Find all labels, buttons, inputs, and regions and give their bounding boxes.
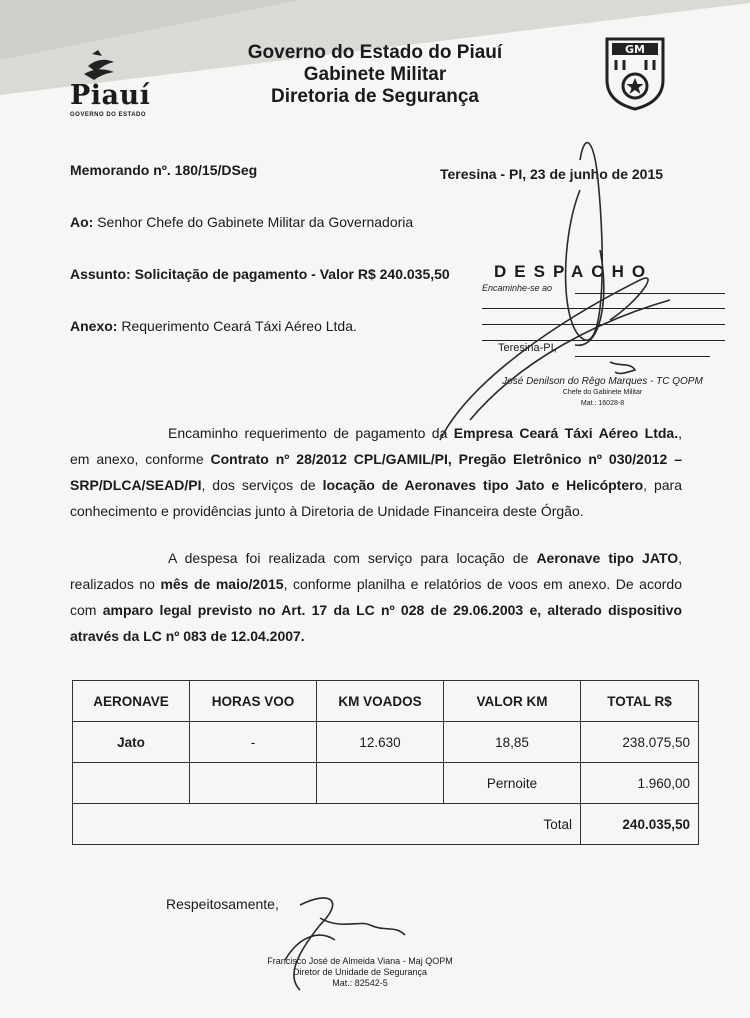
table-row xyxy=(73,722,699,763)
p2-month: mês de maio/2015 xyxy=(160,576,284,592)
seal-text: GM xyxy=(625,43,645,56)
despacho-date-line xyxy=(575,356,710,357)
memo-number: Memorando nº. 180/15/DSeg xyxy=(70,162,258,178)
despacho-signature-block xyxy=(495,376,710,409)
despacho-line xyxy=(482,324,725,325)
despacho-place: Teresina-PI, xyxy=(498,342,557,354)
piaui-logo-subtitle: GOVERNO DO ESTADO xyxy=(70,112,147,118)
recipient-value: Senhor Chefe do Gabinete Militar da Governadoria xyxy=(97,214,414,230)
annex-label: Anexo: xyxy=(70,318,118,334)
memo-annex xyxy=(70,318,357,334)
header-cabinet: Gabinete Militar xyxy=(303,64,447,85)
table-header-row xyxy=(73,681,699,722)
p2-text: , realizados no xyxy=(70,550,682,592)
memo-subject xyxy=(70,266,450,282)
body-paragraph-2 xyxy=(70,545,682,649)
despacho-forward-text: Encaminhe-se ao xyxy=(482,283,553,293)
table-cell: 1.960,00 xyxy=(581,763,699,804)
table-header: VALOR KM xyxy=(444,681,581,722)
subject-label: Assunto: xyxy=(70,266,131,282)
despacho-role: Chefe do Gabinete Militar xyxy=(562,389,643,396)
closing-signer-mat: Mat.: 82542-5 xyxy=(332,978,388,988)
closing-text: Respeitosamente, xyxy=(166,896,279,912)
subject-value: Solicitação de pagamento - Valor R$ 240.035,50 xyxy=(134,266,450,282)
p1-text: , dos serviços de xyxy=(201,477,323,493)
despacho-line xyxy=(482,340,725,341)
despacho-stamp-title: DESPACHO xyxy=(494,262,654,281)
table-cell: 12.630 xyxy=(317,722,444,763)
p2-text: , conforme planilha e relatórios de voos em anexo. De acordo com xyxy=(70,576,682,618)
table-cell: Pernoite xyxy=(444,763,581,804)
table-cell xyxy=(190,763,317,804)
military-cabinet-seal-icon xyxy=(604,36,666,112)
table-cell xyxy=(317,763,444,804)
closing-signer-name: Francisco José de Almeida Viana - Maj QOPM xyxy=(267,956,453,966)
table-cell: 18,85 xyxy=(444,722,581,763)
p1-service: locação de Aeronaves tipo Jato e Helicóptero xyxy=(322,477,644,493)
p1-company: Empresa Ceará Táxi Aéreo Ltda. xyxy=(453,425,679,441)
table-total-label: Total xyxy=(73,804,581,845)
closing-signer-role: Diretor de Unidade de Segurança xyxy=(292,967,428,977)
header-government: Governo do Estado do Piauí xyxy=(247,42,503,63)
table-cell xyxy=(73,763,190,804)
despacho-mat: Mat.: 16028-8 xyxy=(580,400,625,407)
closing-signature-block xyxy=(255,956,465,989)
letterhead xyxy=(200,42,550,108)
payment-table xyxy=(72,680,699,845)
memo-recipient xyxy=(70,214,413,230)
p1-text: , em anexo, conforme xyxy=(70,425,682,467)
header-directorate: Diretoria de Segurança xyxy=(270,86,480,107)
table-header: TOTAL R$ xyxy=(581,681,699,722)
recipient-label: Ao: xyxy=(70,214,94,230)
table-cell: Jato xyxy=(73,722,190,763)
table-cell: 238.075,50 xyxy=(581,722,699,763)
despacho-line xyxy=(482,308,725,309)
p1-text: Encaminho requerimento de pagamento da xyxy=(168,425,454,441)
table-cell: - xyxy=(190,722,317,763)
p2-legal: amparo legal previsto no Art. 17 da LC nº 028 de 29.06.2003 e, alterado dispositivo através da LC nº 083 de 12.04.2007. xyxy=(70,602,683,644)
piaui-logo-text: Piauí xyxy=(70,80,151,111)
table-header: AERONAVE xyxy=(73,681,190,722)
p1-contract: Contrato nº 28/2012 CPL/GAMIL/PI, Pregão Eletrônico nº 030/2012 – SRP/DLCA/SEAD/PI xyxy=(70,451,682,493)
body-paragraph-1 xyxy=(70,420,682,524)
table-total-value: 240.035,50 xyxy=(581,804,699,845)
table-total-row xyxy=(73,804,699,845)
memo-date: Teresina - PI, 23 de junho de 2015 xyxy=(440,166,664,182)
table-header: KM VOADOS xyxy=(317,681,444,722)
despacho-signer: José Denilson do Rêgo Marques - TC QOPM xyxy=(502,376,703,387)
p2-aircraft: Aeronave tipo JATO xyxy=(536,550,679,566)
table-header: HORAS VOO xyxy=(190,681,317,722)
despacho-line xyxy=(575,293,725,294)
table-row xyxy=(73,763,699,804)
annex-value: Requerimento Ceará Táxi Aéreo Ltda. xyxy=(121,318,357,334)
p1-text: , para conhecimento e providências junto à Diretoria de Unidade Financeira deste Órgão. xyxy=(70,477,682,519)
p2-text: A despesa foi realizada com serviço para locação de xyxy=(168,550,537,566)
